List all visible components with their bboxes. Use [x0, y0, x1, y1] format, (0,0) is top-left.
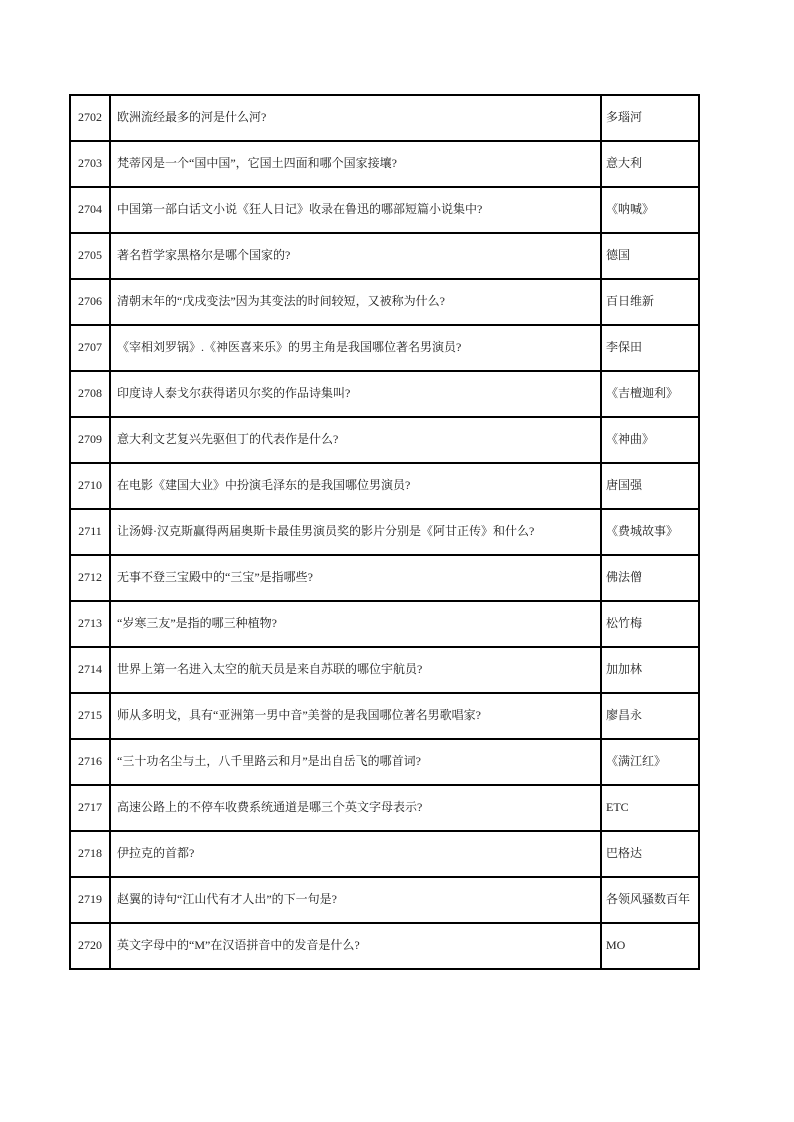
question-cell: 师从多明戈，具有“亚洲第一男中音”美誉的是我国哪位著名男歌唱家? [110, 693, 601, 739]
answer-cell: 意大利 [601, 141, 699, 187]
question-number-cell: 2710 [70, 463, 110, 509]
question-cell: 无事不登三宝殿中的“三宝”是指哪些? [110, 555, 601, 601]
question-number-cell: 2707 [70, 325, 110, 371]
table-row [70, 141, 699, 187]
question-number-cell: 2713 [70, 601, 110, 647]
table-row [70, 279, 699, 325]
answer-cell: 《费城故事》 [601, 509, 699, 555]
table-row [70, 831, 699, 877]
answer-cell: 廖昌永 [601, 693, 699, 739]
question-number-cell: 2703 [70, 141, 110, 187]
question-number-cell: 2702 [70, 95, 110, 141]
answer-cell: 松竹梅 [601, 601, 699, 647]
table-row [70, 923, 699, 969]
question-cell: 世界上第一名进入太空的航天员是来自苏联的哪位宇航员? [110, 647, 601, 693]
question-cell: 在电影《建国大业》中扮演毛泽东的是我国哪位男演员? [110, 463, 601, 509]
question-cell: 著名哲学家黑格尔是哪个国家的? [110, 233, 601, 279]
question-number-cell: 2719 [70, 877, 110, 923]
table-row [70, 647, 699, 693]
table-row [70, 233, 699, 279]
question-number-cell: 2711 [70, 509, 110, 555]
answer-cell: 《吉檀迦利》 [601, 371, 699, 417]
table-row [70, 601, 699, 647]
question-number-cell: 2714 [70, 647, 110, 693]
answer-cell: 加加林 [601, 647, 699, 693]
question-cell: 赵翼的诗句“江山代有才人出”的下一句是? [110, 877, 601, 923]
question-number-cell: 2717 [70, 785, 110, 831]
table-row [70, 739, 699, 785]
question-cell: 伊拉克的首都? [110, 831, 601, 877]
question-number-cell: 2716 [70, 739, 110, 785]
question-cell: “岁寒三友”是指的哪三种植物? [110, 601, 601, 647]
table-row [70, 325, 699, 371]
question-cell: 清朝末年的“戊戌变法”因为其变法的时间较短，又被称为什么? [110, 279, 601, 325]
table-row [70, 463, 699, 509]
table-row [70, 555, 699, 601]
quiz-table [69, 94, 700, 970]
question-number-cell: 2720 [70, 923, 110, 969]
question-number-cell: 2704 [70, 187, 110, 233]
answer-cell: 百日维新 [601, 279, 699, 325]
answer-cell: 唐国强 [601, 463, 699, 509]
question-number-cell: 2708 [70, 371, 110, 417]
question-cell: 高速公路上的不停车收费系统通道是哪三个英文字母表示? [110, 785, 601, 831]
question-number-cell: 2712 [70, 555, 110, 601]
question-cell: 梵蒂冈是一个“国中国”，它国土四面和哪个国家接壤? [110, 141, 601, 187]
table-row [70, 417, 699, 463]
answer-cell: 佛法僧 [601, 555, 699, 601]
question-cell: 《宰相刘罗锅》.《神医喜来乐》的男主角是我国哪位著名男演员? [110, 325, 601, 371]
question-number-cell: 2706 [70, 279, 110, 325]
answer-cell: 《神曲》 [601, 417, 699, 463]
table-row [70, 95, 699, 141]
answer-cell: MO [601, 923, 699, 969]
answer-cell: 李保田 [601, 325, 699, 371]
quiz-table-body [70, 95, 699, 969]
question-cell: 让汤姆·汉克斯赢得两届奥斯卡最佳男演员奖的影片分别是《阿甘正传》和什么? [110, 509, 601, 555]
table-row [70, 509, 699, 555]
question-cell: 欧洲流经最多的河是什么河? [110, 95, 601, 141]
question-cell: 印度诗人泰戈尔获得诺贝尔奖的作品诗集叫? [110, 371, 601, 417]
answer-cell: 多瑙河 [601, 95, 699, 141]
question-cell: 意大利文艺复兴先驱但丁的代表作是什么? [110, 417, 601, 463]
answer-cell: 《呐喊》 [601, 187, 699, 233]
table-row [70, 371, 699, 417]
answer-cell: 德国 [601, 233, 699, 279]
table-row [70, 693, 699, 739]
question-number-cell: 2718 [70, 831, 110, 877]
answer-cell: 巴格达 [601, 831, 699, 877]
question-number-cell: 2705 [70, 233, 110, 279]
answer-cell: ETC [601, 785, 699, 831]
table-row [70, 785, 699, 831]
question-number-cell: 2709 [70, 417, 110, 463]
answer-cell: 各领风骚数百年 [601, 877, 699, 923]
question-number-cell: 2715 [70, 693, 110, 739]
question-cell: 英文字母中的“M”在汉语拼音中的发音是什么? [110, 923, 601, 969]
question-cell: “三十功名尘与土，八千里路云和月”是出自岳飞的哪首词? [110, 739, 601, 785]
question-cell: 中国第一部白话文小说《狂人日记》收录在鲁迅的哪部短篇小说集中? [110, 187, 601, 233]
table-row [70, 187, 699, 233]
table-row [70, 877, 699, 923]
answer-cell: 《满江红》 [601, 739, 699, 785]
